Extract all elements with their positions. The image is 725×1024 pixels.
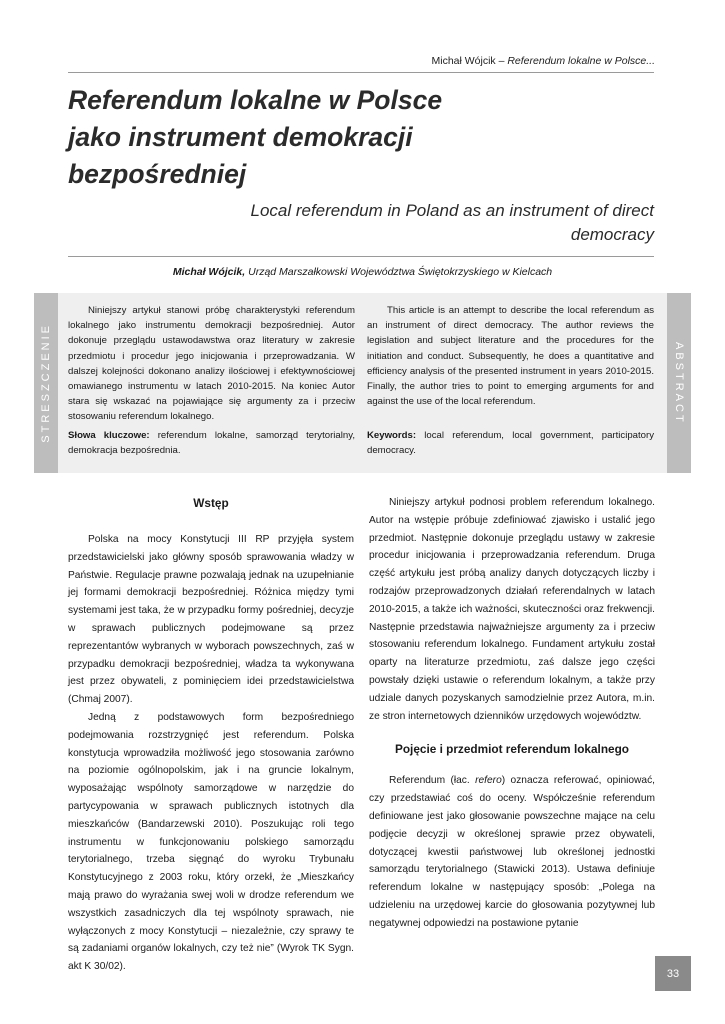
paragraph: Niniejszy artykuł podnosi problem referendum lokalnego. Autor na wstępie próbuje zdefiniować zjawisko i ustalić jego przedmiot. Następnie dokonuje przeglądu ustawy w zakresie procedur inicjowania i przeprowadzania referendum. Druga część artykułu jest próbą analizy danych dotyczących liczby i rodzajów przeprowadzonych działań referendalnych w latach 2010-2015, a także ich ważności, skuteczności oraz frekwencji. Następnie przedstawia najważniejsze argumenty za i przeciw stosowaniu referendum lokalnego. Fundament artykułu został oparty na literaturze przedmiotu, zaś dalsze jego części powstały dzięki ustawie o referendum lokalnym, a także przy udziale danych pozyskanych samodzielnie przez Autora, m.in. ze stron internetowych dzienników urzędowych województw. (369, 497, 655, 722)
abstract-polish-text: Niniejszy artykuł stanowi próbę charakterystyki referendum lokalnego jako instrumentu demokracji bezpośredniej. Autor dokonuje przeglądu ustawodawstwa oraz literatury w zakresie przedmiotu i procedur jego inicjowania i przeprowadzania. W dalszej kolejności dokonano analizy ilościowej i efektywnościowej omawianego instrumentu w latach 2010-2015. Na koniec Autor stara się wskazać na pojawiające się argumenty za i przeciw stosowaniu referendum lokalnego. (68, 305, 355, 423)
page-number: 33 (655, 956, 691, 991)
latin-term: refero (475, 775, 502, 787)
abstract-english-text: This article is an attempt to describe the local referendum as an instrument of direct democracy. The author reviews the legislation and subject literature and the procedures for the initiation and conduct. Subsequently, he does a quantitative and efficiency analysis of the presented instrument in years 2010-2015. Finally, the author tries to point to emerging arguments for and against the use of the local referendum. (367, 305, 654, 408)
running-head-author: Michał Wójcik – (431, 55, 508, 67)
paragraph: Jedną z podstawowych form bezpośredniego podejmowania rozstrzygnięć jest referendum. Polska konstytucja wprowadziła możliwość jego stosowania zarówno na poziomie ogólnopolskim, jak i na gruncie lokalnym, wyposażając wspólnoty samorządowe w narzędzie do partycypowania w sprawach publicznych istotnych dla mieszkańców (Bandarzewski 2010). Poszukując roli tego instrumentu w funkcjonowaniu polskiego samorządu terytorialnego, trzeba sięgnąć do wyroku Trybunału Konstytucyjnego z 2003 roku, który orzekł, że „Mieszkańcy mają prawo do wyrażania swej woli w drodze referendum we wszystkich zasadniczych dla tej wspólnoty sprawach, nie wyłączonych z mocy Konstytucji – niezależnie, czy sprawy te są zadaniami organów lokalnych, czy też nie” (Wyrok TK Sygn. akt K 30/02). (68, 711, 354, 973)
keywords-english (367, 428, 654, 458)
keywords-polish-text: referendum lokalne, samorząd terytorialny, demokracja bezpośrednia. (68, 430, 355, 457)
left-column (68, 494, 354, 976)
article-title-polish: Referendum lokalne w Polsce jako instrument demokracji bezpośredniej (68, 85, 443, 189)
author-affiliation: Urząd Marszałkowski Województwa Świętokrzyskiego w Kielcach (245, 266, 553, 278)
paragraph-text: ) oznacza referować, opiniować, czy przedstawiać coś do oceny. Współcześnie referendum definiowane jest jako głosowanie powszechne mające na celu podjęcie decyzji w określonej sprawie przez obywateli, dotyczącej kwestii państwowej lub określonej jednostki samorządu terytorialnego (Stawicki 2013). Ustawa definiuje referendum lokalne w następujący sposób: „Polega na udzieleniu na urzędowej karcie do głosowania pozytywnej lub negatywnej odpowiedzi na postawione pytanie (369, 775, 656, 929)
abstract-label: ABSTRACT (673, 341, 685, 425)
abstract-english (367, 303, 654, 458)
section-heading-concept: Pojęcie i przedmiot referendum lokalnego (394, 742, 630, 757)
keywords-english-label: Keywords: (367, 430, 417, 441)
abstract-tab (667, 293, 691, 473)
top-rule (68, 72, 654, 73)
streszczenie-label: STRESZCZENIE (40, 323, 52, 443)
paragraph-text: Referendum (łac. (389, 775, 476, 787)
article-title-english: Local referendum in Poland as an instrument of direct democracy (250, 201, 654, 244)
running-head-title: Referendum lokalne w Polsce... (507, 55, 655, 67)
author-name: Michał Wójcik, (172, 266, 246, 278)
abstract-polish (68, 303, 355, 458)
right-column (369, 494, 655, 933)
paragraph (369, 772, 655, 932)
section-heading-intro: Wstęp (193, 496, 229, 510)
abstract-box (34, 293, 691, 473)
streszczenie-tab (34, 293, 58, 473)
title-rule (68, 256, 654, 257)
keywords-polish (68, 428, 355, 458)
author-line (0, 266, 725, 278)
keywords-english-text: local referendum, local government, participatory democracy. (367, 430, 654, 457)
paragraph: Polska na mocy Konstytucji III RP przyjęła system przedstawicielski jako główny sposób sprawowania władzy w Państwie. Regulacje prawne pozwalają jednak na uzupełnianie jej formami demokracji bezpośredniej. Różnica między tymi systemami jest taka, że w przypadku formy pośredniej, decyzje w sprawach publicznych podejmowane są przez reprezentantów wybranych w wyborach powszechnych, zaś w przypadku demokracji bezpośredniej, władza ta wykonywana jest przez obywateli, z pominięciem idei przedstawicielstwa (Chmaj 2007). (68, 534, 354, 706)
keywords-polish-label: Słowa kluczowe: (68, 430, 150, 441)
running-head (431, 55, 655, 67)
